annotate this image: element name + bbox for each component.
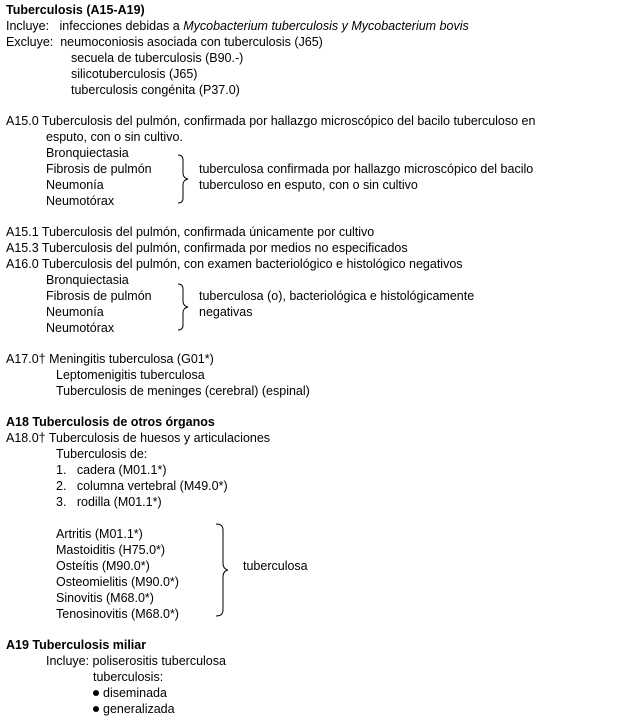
a18-heading: A18 Tuberculosis de otros órganos: [6, 415, 215, 429]
a19-incluye: Incluye: poliserositis tuberculosa: [46, 654, 226, 668]
a153-line: A15.3 Tuberculosis del pulmón, confirmada por medios no especificados: [6, 241, 408, 255]
excluye-item: tuberculosis congénita (P37.0): [71, 83, 240, 97]
excluye-label: Excluye:: [6, 35, 54, 49]
a160-line: A16.0 Tuberculosis del pulmón, con examen bacteriológico e histológico negativos: [6, 257, 463, 271]
a19-heading: A19 Tuberculosis miliar: [6, 638, 147, 652]
incluye-line: [6, 18, 469, 34]
a170-item: Leptomenigitis tuberculosa: [56, 368, 205, 382]
item-number: 2.: [56, 479, 67, 493]
a170-line: A17.0† Meningitis tuberculosa (G01*): [6, 352, 214, 366]
a180-sub: Tuberculosis de:: [56, 447, 148, 461]
numbered-item: [56, 494, 162, 510]
a150-condition: Neumotórax: [46, 194, 115, 208]
a150-condition: Bronquiectasia: [46, 146, 129, 160]
excluye-item: neumoconiosis asociada con tuberculosis (J65): [60, 35, 323, 49]
excluye-item: secuela de tuberculosis (B90.-): [71, 51, 244, 65]
numbered-item: [56, 478, 228, 494]
bullet-icon: [93, 706, 99, 712]
incluye-label: Incluye:: [6, 19, 50, 33]
bullet-item: [93, 685, 167, 701]
a150-line1: A15.0 Tuberculosis del pulmón, confirmada por hallazgo microscópico del bacilo tuberculoso en: [6, 114, 536, 128]
numbered-item: [56, 462, 166, 478]
bullet-text: generalizada: [103, 702, 175, 716]
a151-line: A15.1 Tuberculosis del pulmón, confirmada únicamente por cultivo: [6, 225, 375, 239]
a18-condition: Mastoiditis (H75.0*): [56, 543, 166, 557]
a150-condition: Neumonía: [46, 178, 104, 192]
a150-brace: [176, 154, 190, 204]
section-title: Tuberculosis (A15-A19): [6, 3, 145, 17]
a18-condition: Artritis (M01.1*): [56, 527, 143, 541]
a150-line2: esputo, con o sin cultivo.: [46, 130, 183, 144]
bullet-item: [93, 701, 175, 717]
a150-qualifier: tuberculoso en esputo, con o sin cultivo: [199, 178, 418, 192]
a18-qualifier: tuberculosa: [243, 559, 308, 573]
a160-qualifier: negativas: [199, 305, 253, 319]
excluye-item: silicotuberculosis (J65): [71, 67, 198, 81]
a160-condition: Neumonía: [46, 305, 104, 319]
a160-qualifier: tuberculosa (o), bacteriológica e histológicamente: [199, 289, 475, 303]
a19-sub: tuberculosis:: [93, 670, 164, 684]
a150-qualifier: tuberculosa confirmada por hallazgo microscópico del bacilo: [199, 162, 534, 176]
bullet-icon: [93, 690, 99, 696]
a18-condition: Osteítis (M90.0*): [56, 559, 150, 573]
a18-brace: [214, 523, 230, 617]
a150-condition: Fibrosis de pulmón: [46, 162, 152, 176]
item-text: cadera (M01.1*): [76, 463, 167, 477]
a160-condition: Fibrosis de pulmón: [46, 289, 152, 303]
a160-condition: Neumotórax: [46, 321, 115, 335]
item-text: columna vertebral (M49.0*): [76, 479, 228, 493]
item-text: rodilla (M01.1*): [76, 495, 162, 509]
excluye-line: [6, 34, 323, 50]
a18-condition: Sinovitis (M68.0*): [56, 591, 154, 605]
a18-condition: Tenosinovitis (M68.0*): [56, 607, 179, 621]
a18-condition: Osteomielitis (M90.0*): [56, 575, 179, 589]
a160-brace: [176, 283, 190, 331]
bullet-text: diseminada: [103, 686, 167, 700]
incluye-italic: Mycobacterium tuberculosis y Mycobacterium bovis: [183, 19, 469, 33]
item-number: 3.: [56, 495, 67, 509]
item-number: 1.: [56, 463, 67, 477]
a160-condition: Bronquiectasia: [46, 273, 129, 287]
a170-item: Tuberculosis de meninges (cerebral) (espinal): [56, 384, 310, 398]
incluye-text: infecciones debidas a: [59, 19, 184, 33]
a180-line: A18.0† Tuberculosis de huesos y articulaciones: [6, 431, 271, 445]
